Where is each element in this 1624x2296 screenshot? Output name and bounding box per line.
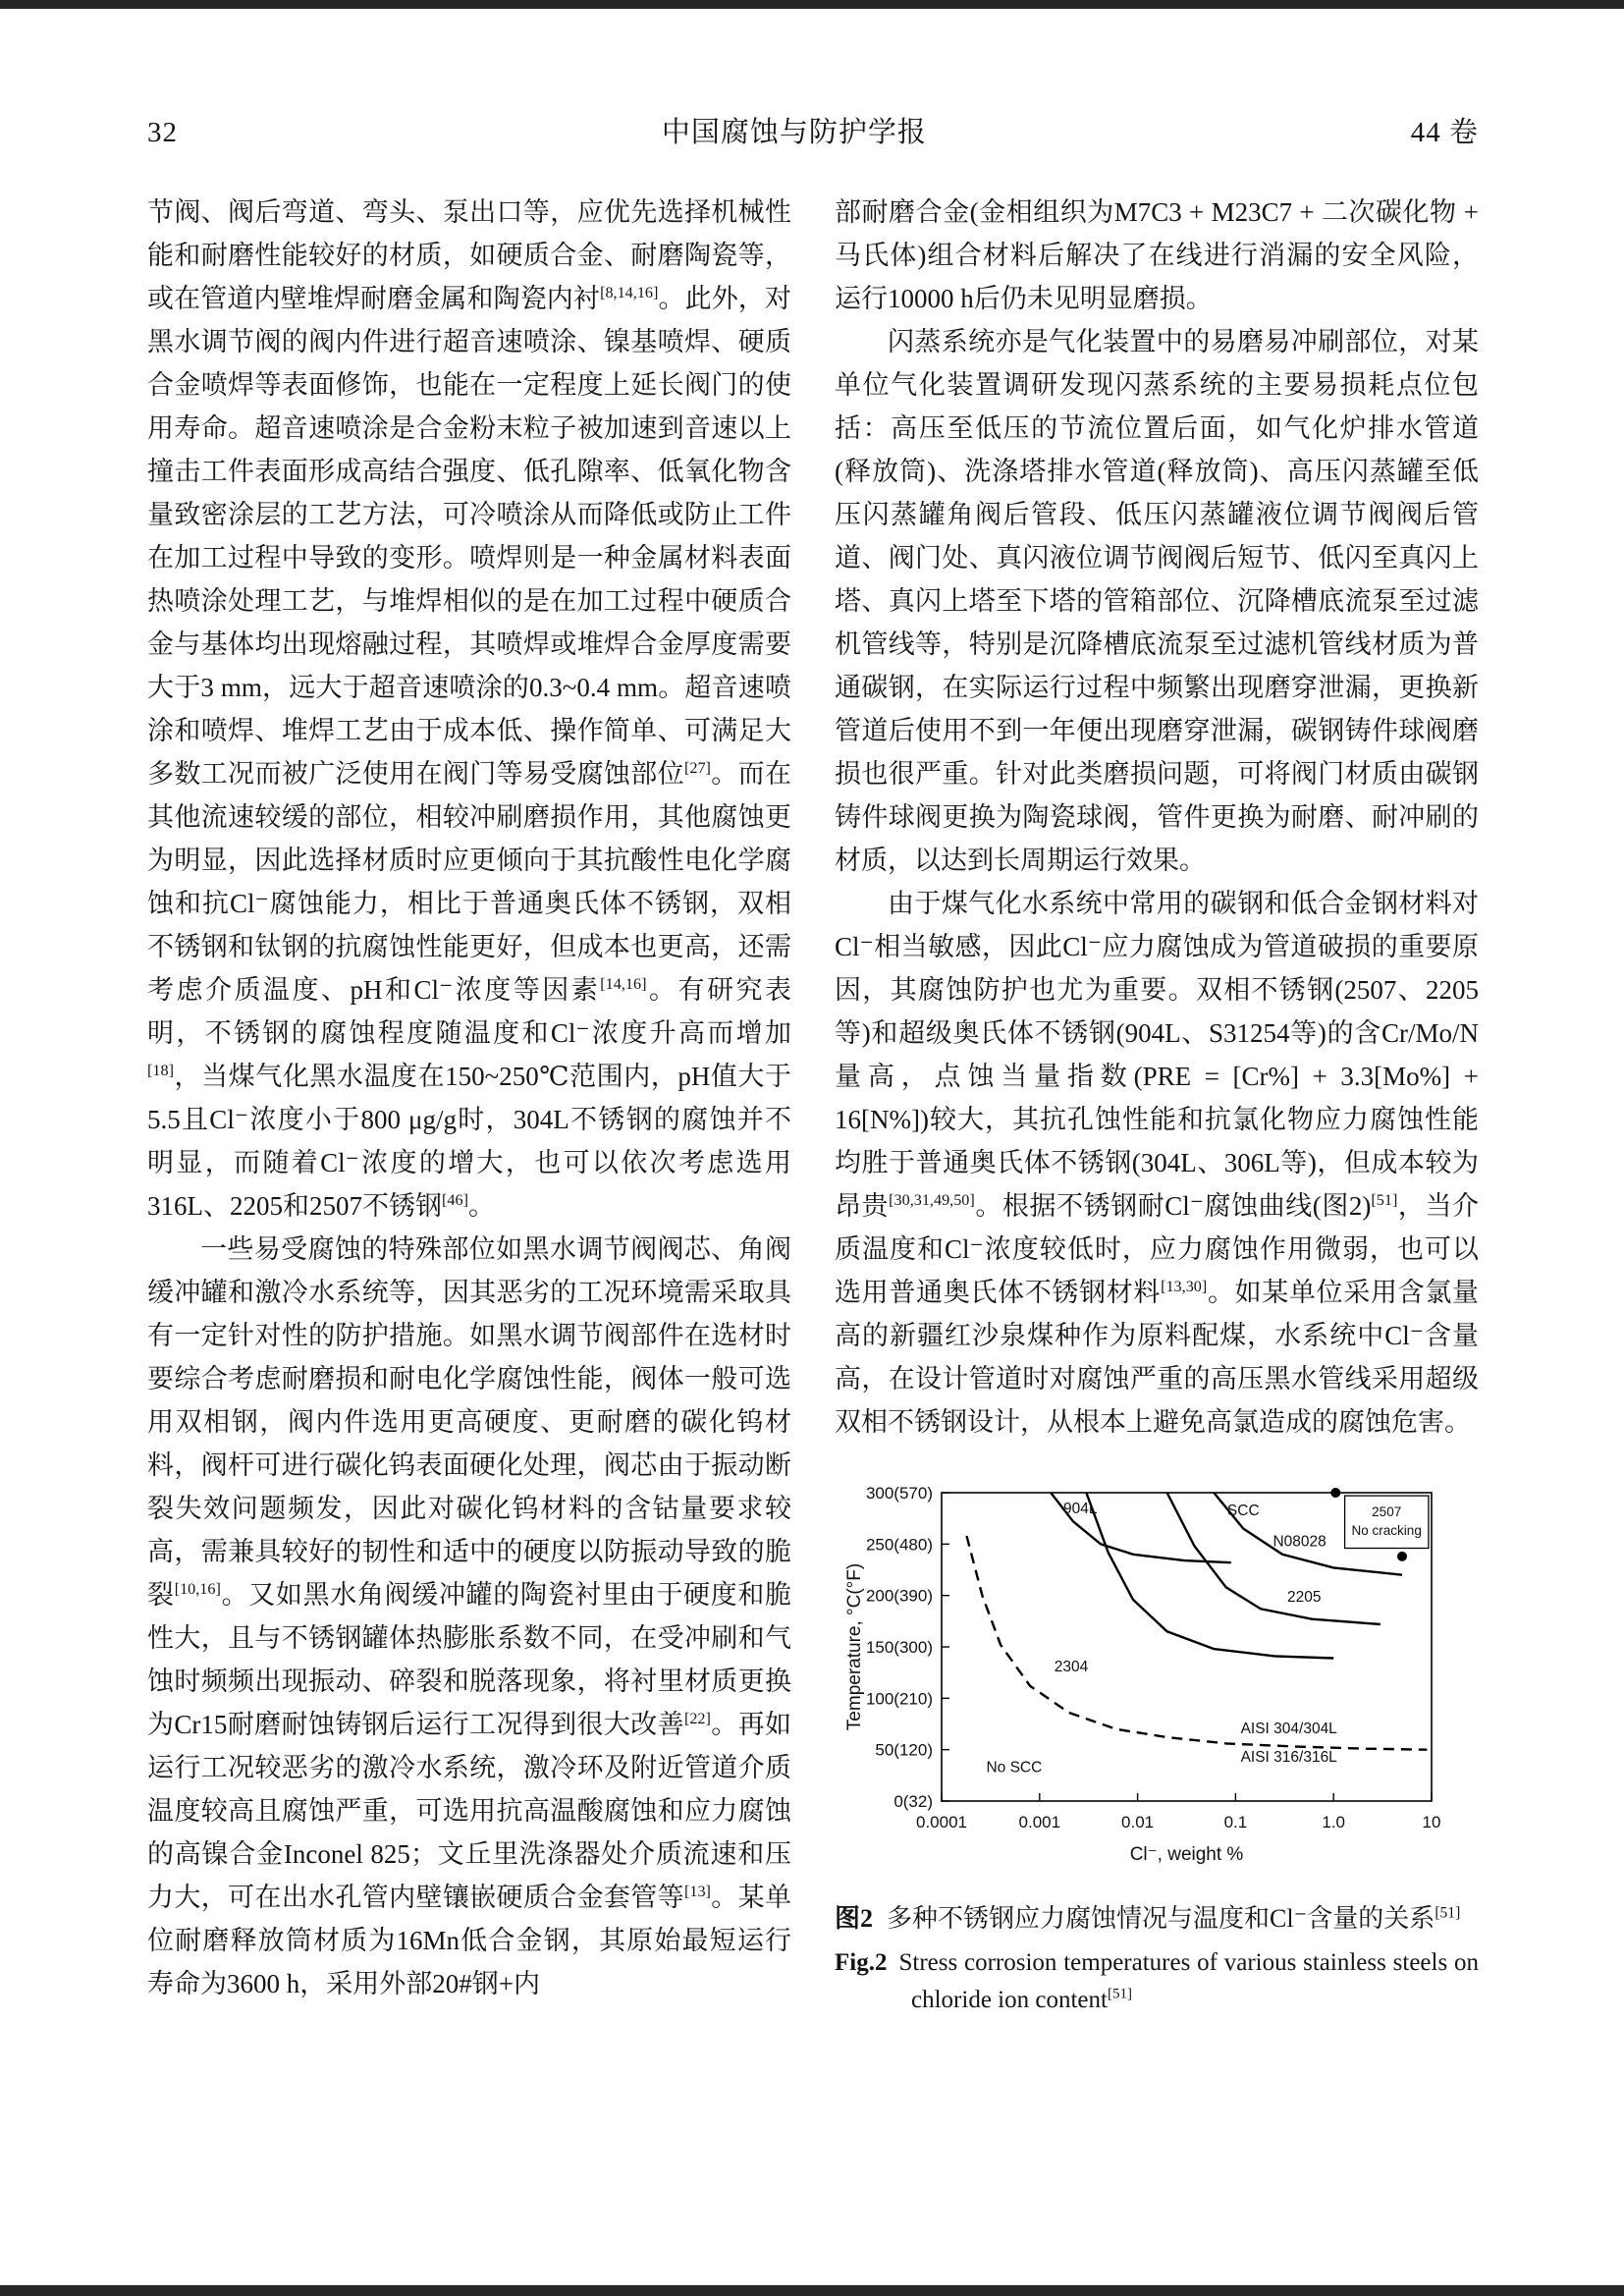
journal-title: 中国腐蚀与防护学报 <box>661 117 927 148</box>
svg-text:150(300): 150(300) <box>865 1638 933 1657</box>
paragraph: 由于煤气化水系统中常用的碳钢和低合金钢材料对Cl⁻相当敏感，因此Cl⁻应力腐蚀成为管道破损的重要原因，其腐蚀防护也尤为重要。双相不锈钢(2507、2205等)和超级奥氏体不锈钢(904L、S31254等)的含Cr/Mo/N量高，点蚀当量指数(PRE = [Cr%] + 3.3[Mo%] + 16[N%])较大，其抗孔蚀性能和抗氯化物应力腐蚀性能均胜于普通奥氏体不锈钢(304L、306L等)，但成本较为昂贵[30,31,49,50]。根据不锈钢耐Cl⁻腐蚀曲线(图2)[51]，当介质温度和Cl⁻浓度较低时，应力腐蚀作用微弱，也可以选用普通奥氏体不锈钢材料[13,30]。如某单位采用含氯量高的新疆红沙泉煤种作为原料配煤，水系统中Cl⁻含量高，在设计管道时对腐蚀严重的高压黑水管线采用超级双相不锈钢设计，从根本上避免高氯造成的腐蚀危害。 <box>835 889 1480 1437</box>
volume-label: 44 卷 <box>1410 117 1479 148</box>
svg-text:2205: 2205 <box>1286 1588 1322 1606</box>
paragraph: 闪蒸系统亦是气化装置中的易磨易冲刷部位，对某单位气化装置调研发现闪蒸系统的主要易损耗点位包括：高压至低压的节流位置后面，如气化炉排水管道(释放筒)、洗涤塔排水管道(释放筒)、高压闪蒸罐至低压闪蒸罐角阀后管段、低压闪蒸罐液位调节阀阀后管道、阀门处、真闪液位调节阀阀后短节、低闪至真闪上塔、真闪上塔至下塔的管箱部位、沉降槽底流泵至过滤机管线等，特别是沉降槽底流泵至过滤机管线材质为普通碳钢，在实际运行过程中频繁出现磨穿泄漏，更换新管道后使用不到一年便出现磨穿泄漏，碳钢铸件球阀磨损也很严重。针对此类磨损问题，可将阀门材质由碳钢铸件球阀更换为陶瓷球阀，管件更换为耐磨、耐冲刷的材质，以达到长周期运行效果。 <box>835 327 1479 875</box>
svg-text:100(210): 100(210) <box>865 1689 933 1709</box>
figure-caption-en-text: Stress corrosion temperatures of various stainless steels on chloride ion content[51] <box>898 1949 1479 2013</box>
figure-caption-zh-label: 图2 <box>835 1904 874 1933</box>
svg-text:AISI 304/304L: AISI 304/304L <box>1240 1720 1337 1737</box>
svg-text:0.1: 0.1 <box>1223 1813 1248 1831</box>
svg-text:SCC: SCC <box>1226 1503 1260 1519</box>
figure-caption-zh-text: 多种不锈钢应力腐蚀情况与温度和Cl⁻含量的关系[51] <box>887 1904 1461 1933</box>
svg-text:0(32): 0(32) <box>893 1792 933 1811</box>
svg-text:10: 10 <box>1422 1813 1441 1831</box>
svg-text:Cl⁻, weight %: Cl⁻, weight % <box>1129 1844 1244 1865</box>
scan-edge-bottom <box>0 2285 1624 2296</box>
figure-2 <box>835 1477 1479 2019</box>
paragraph: 部耐磨合金(金相组织为M7C3 + M23C7 + 二次碳化物 + 马氏体)组合材料后解决了在线进行消漏的安全风险，运行10000 h后仍未见明显磨损。 <box>835 197 1479 313</box>
page-number: 32 <box>147 117 178 148</box>
svg-text:904L: 904L <box>1062 1500 1098 1517</box>
figure-caption-zh <box>835 1899 1479 1939</box>
svg-text:0.0001: 0.0001 <box>916 1813 967 1831</box>
left-column <box>147 191 791 2019</box>
svg-text:200(390): 200(390) <box>865 1586 933 1606</box>
paragraph: 一些易受腐蚀的特殊部位如黑水调节阀阀芯、角阀缓冲罐和激冷水系统等，因其恶劣的工况环境需采取具有一定针对性的防护措施。如黑水调节阀部件在选材时要综合考虑耐磨损和耐电化学腐蚀性能，阀体一般可选用双相钢，阀内件选用更高硬度、更耐磨的碳化钨材料，阀杆可进行碳化钨表面硬化处理，阀芯由于振动断裂失效问题频发，因此对碳化钨材料的含钴量要求较高，需兼具较好的韧性和适中的硬度以防振动导致的脆裂[10,16]。又如黑水角阀缓冲罐的陶瓷衬里由于硬度和脆性大，且与不锈钢罐体热膨胀系数不同，在受冲刷和气蚀时频频出现振动、碎裂和脱落现象，将衬里材质更换为Cr15耐磨耐蚀铸钢后运行工况得到很大改善[22]。再如运行工况较恶劣的激冷水系统，激冷环及附近管道介质温度较高且腐蚀严重，可选用抗高温酸腐蚀和应力腐蚀的高镍合金Inconel 825；文丘里洗涤器处介质流速和压力大，可在出水孔管内壁镶嵌硬质合金套管等[13]。某单位耐磨释放筒材质为16Mn低合金钢，其原始最短运行寿命为3600 h，采用外部20#钢+内 <box>147 1234 792 1998</box>
figure-caption-en-label: Fig.2 <box>835 1949 888 1976</box>
page-content <box>147 191 1479 2019</box>
stress-corrosion-chart <box>839 1477 1447 1882</box>
svg-text:250(480): 250(480) <box>865 1535 933 1555</box>
svg-text:0.001: 0.001 <box>1018 1813 1061 1831</box>
svg-text:AISI 316/316L: AISI 316/316L <box>1240 1749 1337 1767</box>
svg-text:No cracking: No cracking <box>1351 1523 1422 1539</box>
page-header <box>147 110 1479 150</box>
svg-text:2507: 2507 <box>1372 1504 1402 1520</box>
figure-caption-en <box>835 1944 1479 2019</box>
right-column-text <box>835 191 1479 1444</box>
svg-text:Temperature, °C(°F): Temperature, °C(°F) <box>844 1562 865 1731</box>
paragraph: 节阀、阀后弯道、弯头、泵出口等，应优先选择机械性能和耐磨性能较好的材质，如硬质合金、耐磨陶瓷等，或在管道内壁堆焊耐磨金属和陶瓷内衬[8,14,16]。此外，对黑水调节阀的阀内件进行超音速喷涂、镍基喷焊、硬质合金喷焊等表面修饰，也能在一定程度上延长阀门的使用寿命。超音速喷涂是合金粉末粒子被加速到音速以上撞击工件表面形成高结合强度、低孔隙率、低氧化物含量致密涂层的工艺方法，可冷喷涂从而降低或防止工件在加工过程中导致的变形。喷焊则是一种金属材料表面热喷涂处理工艺，与堆焊相似的是在加工过程中硬质合金与基体均出现熔融过程，其喷焊或堆焊合金厚度需要大于3 mm，远大于超音速喷涂的0.3~0.4 mm。超音速喷涂和喷焊、堆焊工艺由于成本低、操作简单、可满足大多数工况而被广泛使用在阀门等易受腐蚀部位[27]。而在其他流速较缓的部位，相较冲刷磨损作用，其他腐蚀更为明显，因此选择材质时应更倾向于其抗酸性电化学腐蚀和抗Cl⁻腐蚀能力，相比于普通奥氏体不锈钢，双相不锈钢和钛钢的抗腐蚀性能更好，但成本也更高，还需考虑介质温度、pH和Cl⁻浓度等因素[14,16]。有研究表明，不锈钢的腐蚀程度随温度和Cl⁻浓度升高而增加[18]，当煤气化黑水温度在150~250℃范围内，pH值大于5.5且Cl⁻浓度小于800 μg/g时，304L不锈钢的腐蚀并不明显，而随着Cl⁻浓度的增大，也可以依次考虑选用316L、2205和2507不锈钢[46]。 <box>147 197 792 1221</box>
right-column <box>835 191 1479 2019</box>
svg-text:No SCC: No SCC <box>986 1759 1043 1777</box>
svg-text:1.0: 1.0 <box>1322 1813 1346 1831</box>
scan-edge-top <box>0 0 1624 9</box>
svg-text:2304: 2304 <box>1054 1659 1089 1676</box>
svg-text:0.01: 0.01 <box>1121 1813 1155 1831</box>
svg-text:N08028: N08028 <box>1272 1533 1326 1551</box>
svg-text:300(570): 300(570) <box>865 1484 933 1503</box>
svg-text:50(120): 50(120) <box>875 1740 933 1760</box>
